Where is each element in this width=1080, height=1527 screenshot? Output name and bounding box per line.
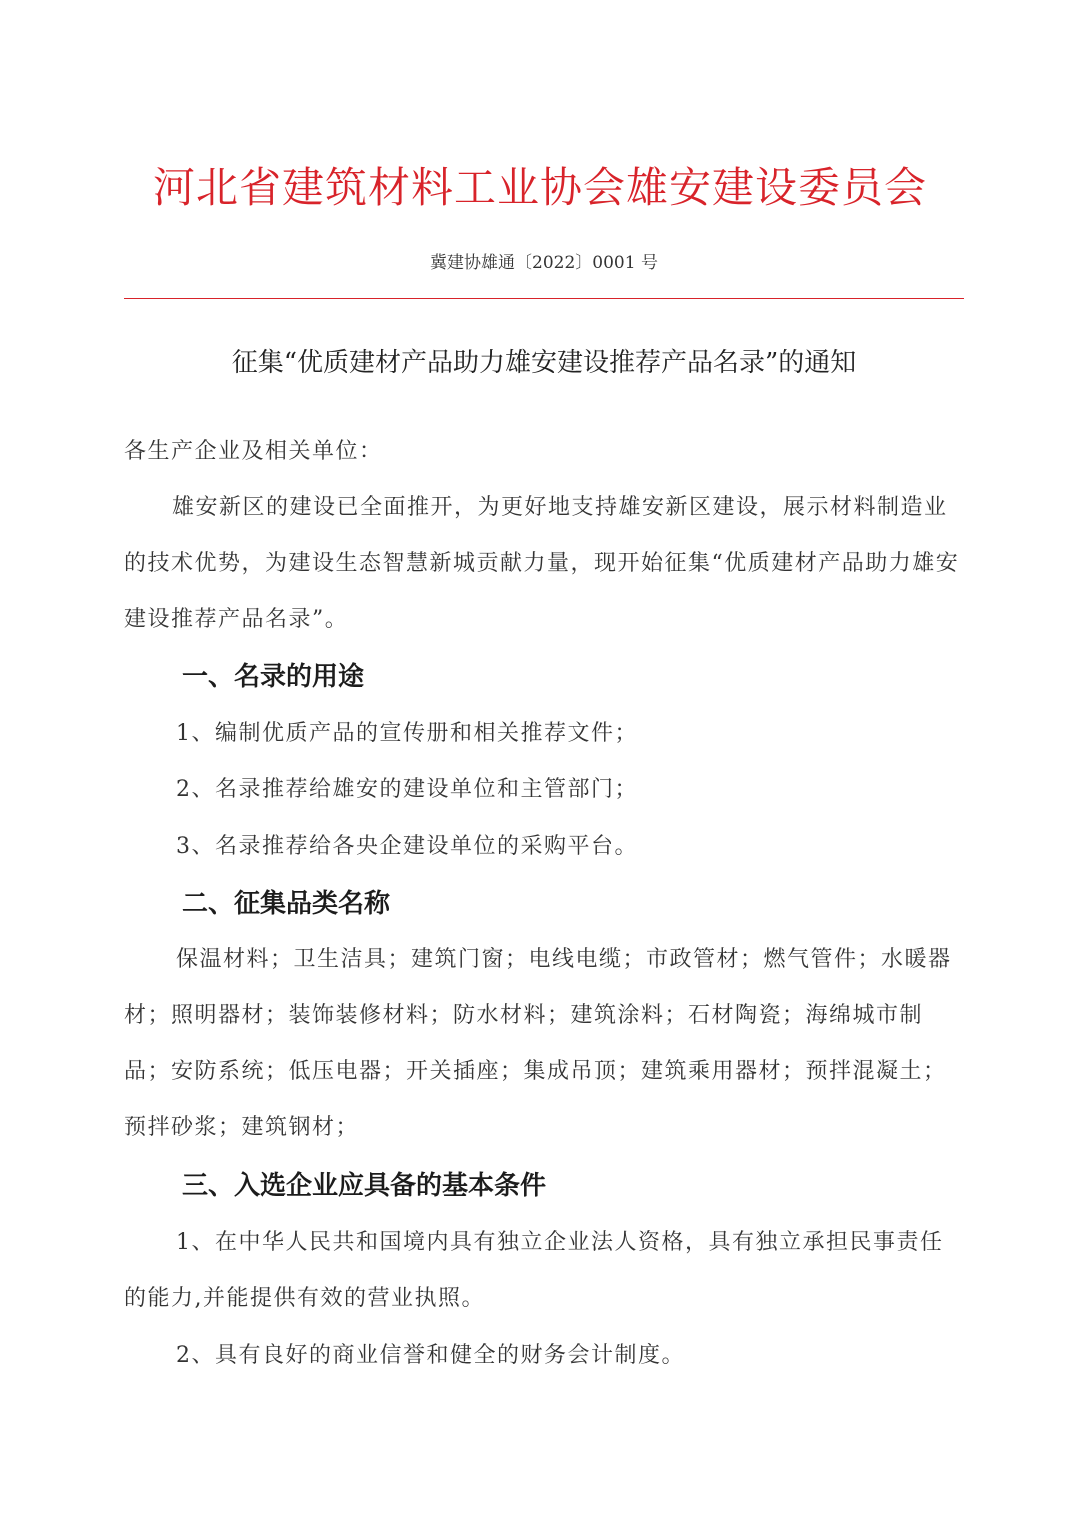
red-divider-line xyxy=(124,298,964,299)
section-heading-purpose: 一、名录的用途 xyxy=(182,662,365,692)
category-list-paragraph: 保温材料；卫生洁具；建筑门窗；电线电缆；市政管材；燃气管件；水暖器材；照明器材；装饰装修材料；防水材料；建筑涂料；石材陶瓷；海绵城市制品；安防系统；低压电器；开关插座；集成吊顶；建筑乘用器材；预拌混凝土；预拌砂浆；建筑钢材； xyxy=(124,947,952,1140)
requirement-paragraph: 1、在中华人民共和国境内具有独立企业法人资格，具有独立承担民事责任的能力,并能提供有效的营业执照。 xyxy=(124,1230,944,1311)
notice-title: 征集“优质建材产品助力雄安建设推荐产品名录”的通知 xyxy=(231,348,857,378)
list-item: 3、名录推荐给各央企建设单位的采购平台。 xyxy=(176,834,638,859)
salutation: 各生产企业及相关单位： xyxy=(124,439,383,464)
intro-paragraph: 雄安新区的建设已全面推开，为更好地支持雄安新区建设，展示材料制造业的技术优势，为建设生态智慧新城贡献力量，现开始征集“优质建材产品助力雄安建设推荐产品名录”。 xyxy=(124,495,960,632)
organization-title: 河北省建筑材料工业协会雄安建设委员会 xyxy=(152,163,927,212)
document-number: 冀建协雄通〔2022〕0001 号 xyxy=(430,253,658,273)
list-item: 2、名录推荐给雄安的建设单位和主管部门； xyxy=(176,777,638,802)
requirement-item: 2、具有良好的商业信誉和健全的财务会计制度。 xyxy=(176,1343,685,1368)
section-heading-requirements: 三、入选企业应具备的基本条件 xyxy=(182,1171,547,1201)
list-item: 1、编制优质产品的宣传册和相关推荐文件； xyxy=(176,721,638,746)
section-heading-categories: 二、征集品类名称 xyxy=(182,889,391,919)
